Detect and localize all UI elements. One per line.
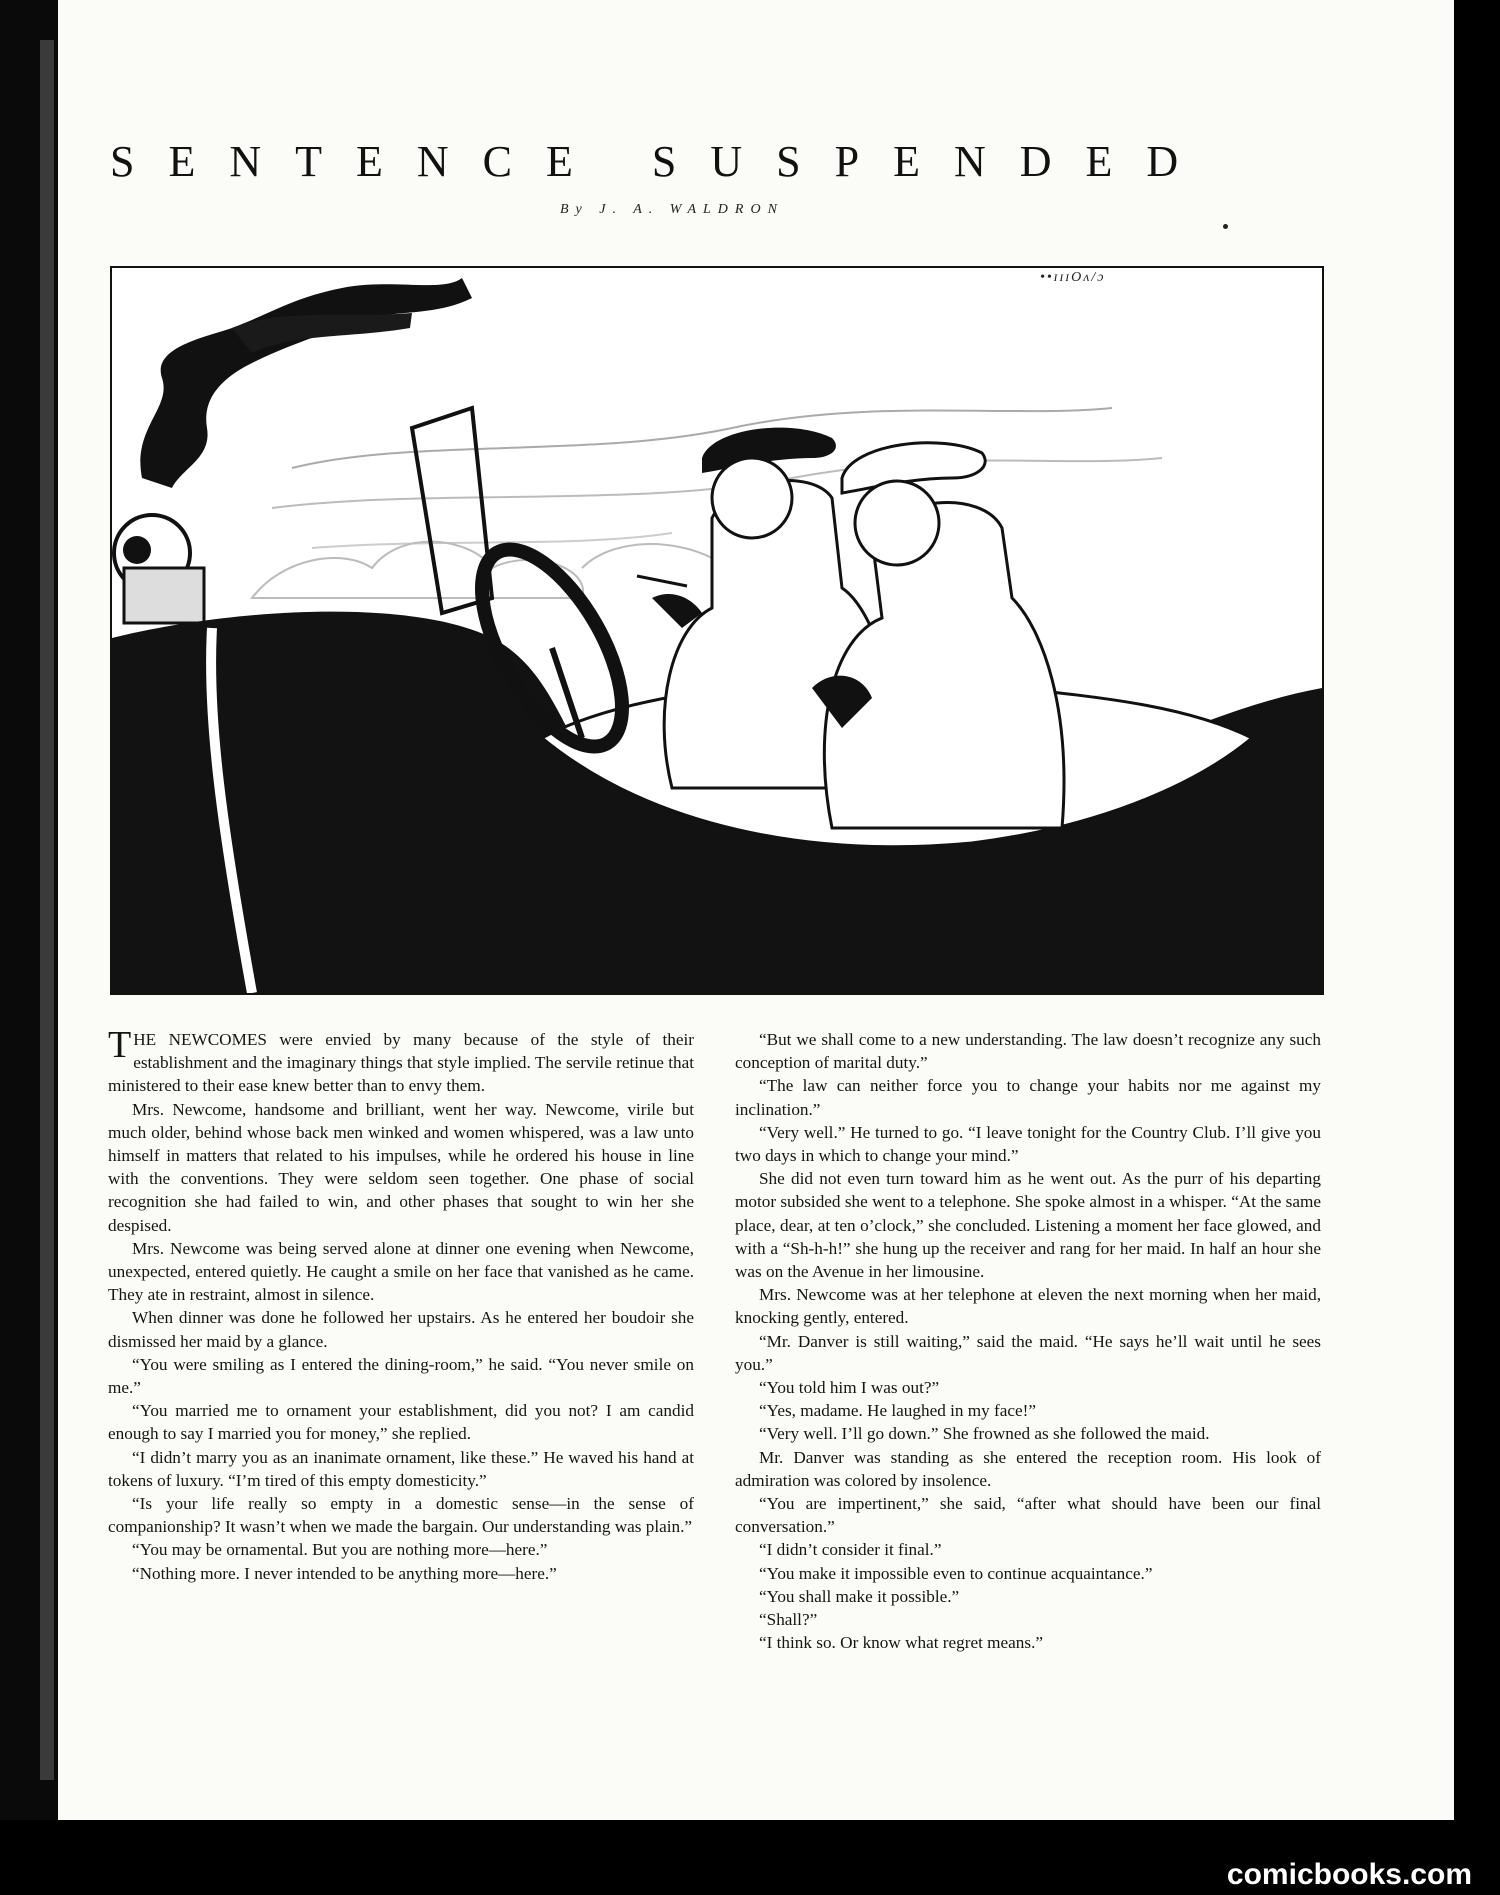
paragraph: Mr. Danver was standing as she entered the reception room. His look of admiration was colored by insolence. <box>735 1447 1321 1490</box>
paragraph: “Is your life really so empty in a domestic sense—in the sense of companionship? It wasn’t when we made the bargain. Our understanding was plain.” <box>108 1494 694 1537</box>
paragraph: Mrs. Newcome was being served alone at dinner one evening when Newcome, unexpected, entered quietly. He caught a smile on her face that vanished as he came. They ate in restraint, almost in silence. <box>108 1238 694 1305</box>
ink-dot <box>1223 224 1228 229</box>
watermark[interactable]: comicbooks.com <box>1226 1858 1472 1891</box>
paragraph: “But we shall come to a new understanding. The law doesn’t recognize any such conception of marital duty.” <box>735 1030 1321 1073</box>
smoke-plume <box>140 278 472 488</box>
paragraph: “You may be ornamental. But you are nothing more—here.” <box>132 1540 548 1560</box>
paragraph: “You shall make it possible.” <box>759 1586 960 1606</box>
paragraph-1: THE NEWCOMES were envied by many because of the style of their establishment and the imaginary things that style implied. The servile retinue that ministered to their ease knew better than to envy them. <box>108 1024 694 1096</box>
paragraph: When dinner was done he followed her upstairs. As he entered her boudoir she dismissed her maid by a glance. <box>108 1308 694 1351</box>
right-column <box>735 1028 1321 1654</box>
passenger-figure <box>824 503 1064 828</box>
paragraph: “I think so. Or know what regret means.” <box>759 1633 1043 1653</box>
paragraph: “You married me to ornament your establishment, did you not? I am candid enough to say I married you for money,” she replied. <box>108 1401 694 1444</box>
spine-edge <box>40 40 54 1780</box>
illustration <box>110 266 1324 995</box>
paragraph: “Mr. Danver is still waiting,” said the maid. “He says he’ll wait until he sees you.” <box>735 1331 1321 1374</box>
paragraph: “I didn’t consider it final.” <box>759 1540 942 1560</box>
paragraph: Mrs. Newcome, handsome and brilliant, went her way. Newcome, virile but much older, behind whose back men winked and women whispered, was a law unto himself in matters that related to his impulses, while he ordered his house in line with the conventions. They were seldom seen together. One phase of social recognition she had failed to win, and other phases that sought to win her she despised. <box>108 1099 694 1235</box>
paragraph: “You are impertinent,” she said, “after what should have been our final conversation.” <box>735 1494 1321 1537</box>
paragraph: “Nothing more. I never intended to be anything more—here.” <box>132 1563 557 1583</box>
paragraph: “Yes, madame. He laughed in my face!” <box>759 1401 1036 1421</box>
paragraph: She did not even turn toward him as he went out. As the purr of his departing motor subsided she went to a telephone. She spoke almost in a whisper. “At the same place, dear, at ten o’clock,” she concluded. Listening a moment her face glowed, and with a “Sh-h-h!” she hung up the receiver and rang for her maid. In half an hour she was on the Avenue in her limousine. <box>735 1169 1321 1282</box>
artist-signature: ••ɪɪɪOʌ/ɔ <box>1040 270 1106 285</box>
byline: By J. A. WALDRON <box>560 202 784 217</box>
paragraph: “Shall?” <box>759 1610 818 1630</box>
paragraph: “Very well.” He turned to go. “I leave tonight for the Country Club. I’ll give you two days in which to change your mind.” <box>735 1122 1321 1166</box>
car-drivers-illustration-icon <box>112 268 1322 993</box>
paragraph: “I didn’t marry you as an inanimate ornament, like these.” He waved his hand at tokens of luxury. “I’m tired of this empty domesticity.” <box>108 1447 694 1490</box>
paragraph: “You make it impossible even to continue acquaintance.” <box>759 1563 1153 1583</box>
story-title: SENTENCE SUSPENDED <box>110 137 1213 186</box>
paragraph: Mrs. Newcome was at her telephone at eleven the next morning when her maid, knocking gently, entered. <box>735 1285 1321 1328</box>
paragraph: “The law can neither force you to change your habits nor me against my inclination.” <box>735 1076 1321 1119</box>
drop-cap: T <box>108 1024 132 1066</box>
paragraph: “Very well. I’ll go down.” She frowned as she followed the maid. <box>759 1424 1210 1444</box>
paragraph: “You told him I was out?” <box>759 1378 940 1398</box>
paragraph: “You were smiling as I entered the dining-room,” he said. “You never smile on me.” <box>108 1354 694 1398</box>
left-column <box>108 1024 694 1585</box>
